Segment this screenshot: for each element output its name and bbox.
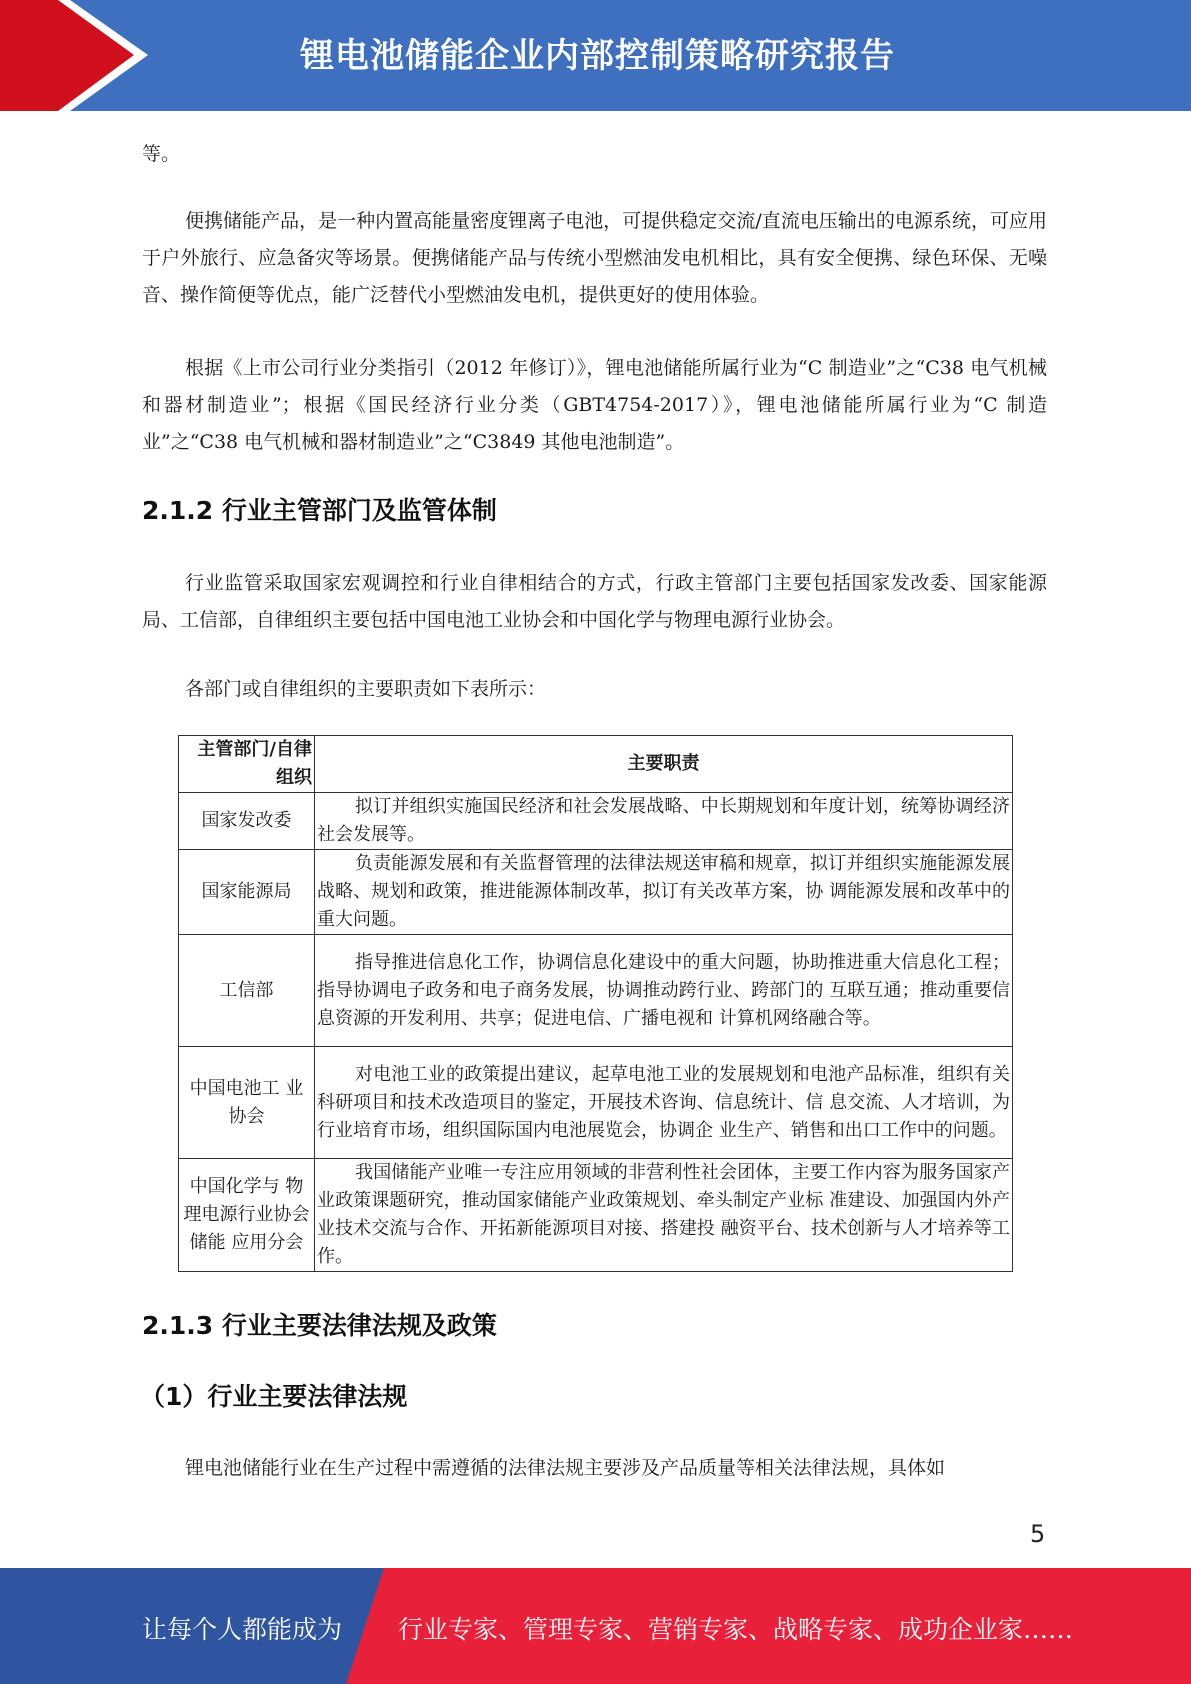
paragraph-table-intro: 各部门或自律组织的主要职责如下表所示： [185, 678, 547, 700]
paragraph-laws-intro: 锂电池储能行业在生产过程中需遵循的法律法规主要涉及产品质量等相关法律法规，具体如 [185, 1457, 946, 1479]
table-cell-organization: 中国化学与 物理电源行业协会储能 应用分会 [179, 1159, 315, 1272]
table-row [179, 1159, 1013, 1272]
table-cell-organization: 中国电池工 业协会 [179, 1047, 315, 1159]
table-header-row [179, 736, 1013, 793]
section-heading-2-1-2: 2.1.2 行业主管部门及监管体制 [142, 496, 497, 525]
report-title: 锂电池储能企业内部控制策略研究报告 [300, 36, 895, 76]
table-row [179, 850, 1013, 935]
page-footer [0, 1568, 1191, 1684]
footer-slogan-right: 行业专家、管理专家、营销专家、战略专家、成功企业家…… [398, 1615, 1074, 1644]
page-number: 5 [1030, 1520, 1046, 1548]
table-row [179, 1047, 1013, 1159]
table-cell-organization: 国家能源局 [179, 850, 315, 935]
table-cell-duty: 我国储能产业唯一专注应用领域的非营利性社会团体，主要工作内容为服务国家产业政策课题研究，推动国家储能产业政策规划、牵头制定产业标 准建设、加强国内外产业技术交流与合作、开拓新能源项目对接、搭建投 融资平台、技术创新与人才培养等工作。 [315, 1159, 1013, 1272]
page-header [0, 0, 1191, 111]
footer-slogan-left: 让每个人都能成为 [142, 1615, 343, 1644]
table-row [179, 935, 1013, 1047]
table-cell-duty: 负责能源发展和有关监督管理的法律法规送审稿和规章，拟订并组织实施能源发展战略、规划和政策，推进能源体制改革，拟订有关改革方案，协 调能源发展和改革中的重大问题。 [315, 850, 1013, 935]
table-cell-duty: 指导推进信息化工作，协调信息化建设中的重大问题，协助推进重大信息化工程；指导协调电子政务和电子商务发展，协调推动跨行业、跨部门的 互联互通；推动重要信息资源的开发利用、共享；促进电信、广播电视和 计算机网络融合等。 [315, 935, 1013, 1047]
subsection-heading-laws: （1）行业主要法律法规 [140, 1382, 408, 1411]
table-cell-organization: 工信部 [179, 935, 315, 1047]
table-cell-duty: 拟订并组织实施国民经济和社会发展战略、中长期规划和年度计划，统筹协调经济社会发展等。 [315, 793, 1013, 850]
table-cell-organization: 国家发改委 [179, 793, 315, 850]
section-heading-2-1-3: 2.1.3 行业主要法律法规及政策 [142, 1311, 497, 1340]
duties-table [178, 735, 1013, 1272]
table-cell-duty: 对电池工业的政策提出建议，起草电池工业的发展规划和电池产品标准，组织有关科研项目和技术改造项目的鉴定，开展技术咨询、信息统计、信 息交流、人才培训，为行业培育市场，组织国际国内电池展览会，协调企 业生产、销售和出口工作中的问题。 [315, 1047, 1013, 1159]
paragraph-continuation: 等。 [142, 143, 181, 165]
column-header-duties: 主要职责 [315, 736, 1013, 793]
table-row [179, 793, 1013, 850]
paragraph-portable-storage: 便携储能产品，是一种内置高能量密度锂离子电池，可提供稳定交流/直流电压输出的电源系统，可应用于户外旅行、应急备灾等场景。便携储能产品与传统小型燃油发电机相比，具有安全便携、绿色环保、无噪音、操作简便等优点，能广泛替代小型燃油发电机，提供更好的使用体验。 [142, 210, 1047, 306]
column-header-organization: 主管部门/自律组织 [179, 736, 315, 793]
paragraph-industry-classification: 根据《上市公司行业分类指引（2012 年修订）》，锂电池储能所属行业为“C 制造业”之“C38 电气机械和器材制造业”；根据《国民经济行业分类（GBT4754-2017）》，锂电池储能所属行业为“C 制造业”之“C38 电气机械和器材制造业”之“C3849 其他电池制造”。 [142, 357, 1047, 453]
paragraph-regulation: 行业监管采取国家宏观调控和行业自律相结合的方式，行政主管部门主要包括国家发改委、国家能源局、工信部，自律组织主要包括中国电池工业协会和中国化学与物理电源行业协会。 [142, 572, 1047, 631]
